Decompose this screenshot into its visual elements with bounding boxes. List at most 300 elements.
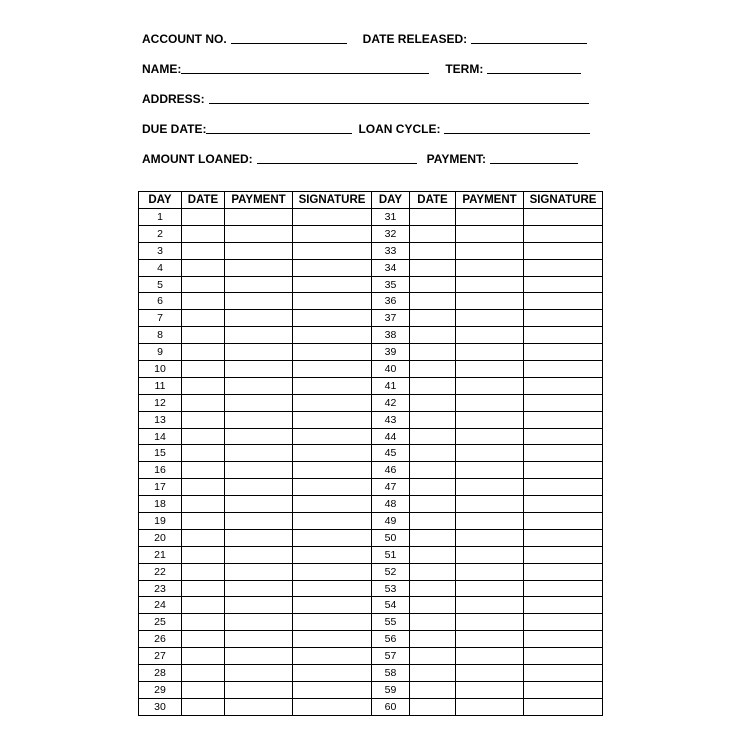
day-cell-right: 33 [372, 242, 410, 259]
day-cell-right: 52 [372, 563, 410, 580]
day-cell-right: 39 [372, 344, 410, 361]
date-cell-left[interactable] [182, 631, 225, 648]
date-cell-left[interactable] [182, 276, 225, 293]
day-cell-left: 4 [139, 259, 182, 276]
table-row [139, 698, 603, 715]
signature-cell-right[interactable] [524, 428, 603, 445]
signature-cell-left[interactable] [293, 344, 372, 361]
date-cell-right[interactable] [410, 225, 456, 242]
date-cell-left[interactable] [182, 462, 225, 479]
payment-cell-left[interactable] [225, 496, 293, 513]
signature-cell-right[interactable] [524, 479, 603, 496]
signature-cell-right[interactable] [524, 698, 603, 715]
table-row [139, 377, 603, 394]
table-row [139, 394, 603, 411]
day-cell-left: 7 [139, 310, 182, 327]
day-cell-right: 34 [372, 259, 410, 276]
day-cell-left: 26 [139, 631, 182, 648]
payment-cell-right[interactable] [456, 377, 524, 394]
name-label: NAME: [142, 62, 182, 76]
signature-cell-left[interactable] [293, 580, 372, 597]
date-released-field[interactable] [471, 31, 587, 44]
payment-cell-right[interactable] [456, 681, 524, 698]
payment-cell-left[interactable] [225, 614, 293, 631]
account-no-label: ACCOUNT NO. [142, 32, 227, 46]
date-cell-right[interactable] [410, 209, 456, 226]
account-row [142, 28, 588, 46]
table-row [139, 681, 603, 698]
day-cell-right: 57 [372, 648, 410, 665]
day-cell-right: 41 [372, 377, 410, 394]
day-cell-left: 2 [139, 225, 182, 242]
day-cell-right: 46 [372, 462, 410, 479]
payment-cell-left[interactable] [225, 445, 293, 462]
day-cell-left: 21 [139, 546, 182, 563]
due-date-label: DUE DATE: [142, 122, 207, 136]
day-cell-left: 20 [139, 529, 182, 546]
table-row [139, 496, 603, 513]
payment-cell-right[interactable] [456, 665, 524, 682]
day-cell-right: 55 [372, 614, 410, 631]
payment-cell-left[interactable] [225, 428, 293, 445]
header-payment-left: PAYMENT [225, 192, 293, 209]
signature-cell-left[interactable] [293, 225, 372, 242]
table-row [139, 580, 603, 597]
payment-cell-left[interactable] [225, 479, 293, 496]
payment-cell-right[interactable] [456, 428, 524, 445]
payment-cell-left[interactable] [225, 563, 293, 580]
date-cell-left[interactable] [182, 614, 225, 631]
day-cell-right: 49 [372, 513, 410, 530]
date-cell-right[interactable] [410, 327, 456, 344]
day-cell-left: 13 [139, 411, 182, 428]
date-cell-right[interactable] [410, 479, 456, 496]
signature-cell-right[interactable] [524, 344, 603, 361]
signature-cell-left[interactable] [293, 327, 372, 344]
signature-cell-right[interactable] [524, 681, 603, 698]
signature-cell-left[interactable] [293, 681, 372, 698]
header-signature-right: SIGNATURE [524, 192, 603, 209]
date-cell-right[interactable] [410, 411, 456, 428]
signature-cell-right[interactable] [524, 648, 603, 665]
payment-cell-left[interactable] [225, 242, 293, 259]
date-cell-right[interactable] [410, 428, 456, 445]
signature-cell-right[interactable] [524, 361, 603, 378]
signature-cell-left[interactable] [293, 428, 372, 445]
payment-cell-left[interactable] [225, 327, 293, 344]
signature-cell-left[interactable] [293, 310, 372, 327]
table-row [139, 293, 603, 310]
date-cell-left[interactable] [182, 259, 225, 276]
date-cell-right[interactable] [410, 259, 456, 276]
date-cell-right[interactable] [410, 513, 456, 530]
table-row [139, 462, 603, 479]
signature-cell-left[interactable] [293, 546, 372, 563]
payment-cell-left[interactable] [225, 513, 293, 530]
signature-cell-right[interactable] [524, 259, 603, 276]
payment-cell-left[interactable] [225, 462, 293, 479]
payment-cell-right[interactable] [456, 546, 524, 563]
table-row [139, 445, 603, 462]
date-cell-right[interactable] [410, 445, 456, 462]
signature-cell-right[interactable] [524, 563, 603, 580]
day-cell-right: 36 [372, 293, 410, 310]
signature-cell-left[interactable] [293, 276, 372, 293]
payment-cell-right[interactable] [456, 496, 524, 513]
day-cell-left: 24 [139, 597, 182, 614]
table-header-row [139, 192, 603, 209]
date-cell-right[interactable] [410, 462, 456, 479]
payment-cell-right[interactable] [456, 529, 524, 546]
table-row [139, 225, 603, 242]
signature-cell-right[interactable] [524, 462, 603, 479]
signature-cell-left[interactable] [293, 361, 372, 378]
signature-cell-right[interactable] [524, 394, 603, 411]
payment-cell-right[interactable] [456, 479, 524, 496]
date-cell-right[interactable] [410, 698, 456, 715]
payment-ledger-table [138, 191, 603, 716]
payment-cell-right[interactable] [456, 462, 524, 479]
signature-cell-left[interactable] [293, 462, 372, 479]
date-cell-left[interactable] [182, 209, 225, 226]
date-cell-left[interactable] [182, 580, 225, 597]
date-cell-left[interactable] [182, 411, 225, 428]
payment-cell-left[interactable] [225, 209, 293, 226]
date-cell-left[interactable] [182, 394, 225, 411]
day-cell-right: 56 [372, 631, 410, 648]
table-row [139, 614, 603, 631]
day-cell-left: 9 [139, 344, 182, 361]
payment-cell-right[interactable] [456, 648, 524, 665]
day-cell-right: 58 [372, 665, 410, 682]
table-row [139, 327, 603, 344]
day-cell-right: 32 [372, 225, 410, 242]
header-date-right: DATE [410, 192, 456, 209]
payment-cell-left[interactable] [225, 411, 293, 428]
date-cell-right[interactable] [410, 344, 456, 361]
payment-label: PAYMENT: [426, 152, 486, 166]
payment-cell-left[interactable] [225, 597, 293, 614]
payment-cell-left[interactable] [225, 665, 293, 682]
signature-cell-left[interactable] [293, 513, 372, 530]
payment-cell-left[interactable] [225, 344, 293, 361]
date-released-label: DATE RELEASED: [362, 32, 468, 46]
payment-cell-left[interactable] [225, 377, 293, 394]
signature-cell-right[interactable] [524, 377, 603, 394]
signature-cell-left[interactable] [293, 242, 372, 259]
term-label: TERM: [445, 62, 484, 76]
header-signature-left: SIGNATURE [293, 192, 372, 209]
payment-cell-right[interactable] [456, 445, 524, 462]
table-row [139, 310, 603, 327]
day-cell-left: 15 [139, 445, 182, 462]
date-cell-right[interactable] [410, 310, 456, 327]
day-cell-right: 51 [372, 546, 410, 563]
loan-cycle-field[interactable] [444, 121, 590, 134]
signature-cell-right[interactable] [524, 242, 603, 259]
date-cell-left[interactable] [182, 479, 225, 496]
day-cell-left: 10 [139, 361, 182, 378]
day-cell-right: 43 [372, 411, 410, 428]
loan-cycle-label: LOAN CYCLE: [358, 122, 441, 136]
table-row [139, 648, 603, 665]
day-cell-left: 17 [139, 479, 182, 496]
signature-cell-left[interactable] [293, 411, 372, 428]
day-cell-right: 35 [372, 276, 410, 293]
table-row [139, 479, 603, 496]
amount-loaned-label: AMOUNT LOANED: [142, 152, 253, 166]
signature-cell-right[interactable] [524, 580, 603, 597]
day-cell-left: 11 [139, 377, 182, 394]
date-cell-left[interactable] [182, 344, 225, 361]
date-cell-right[interactable] [410, 529, 456, 546]
signature-cell-right[interactable] [524, 445, 603, 462]
date-cell-right[interactable] [410, 648, 456, 665]
payment-cell-left[interactable] [225, 681, 293, 698]
day-cell-right: 38 [372, 327, 410, 344]
date-cell-right[interactable] [410, 580, 456, 597]
day-cell-left: 8 [139, 327, 182, 344]
date-cell-right[interactable] [410, 631, 456, 648]
name-row [142, 58, 588, 76]
day-cell-left: 14 [139, 428, 182, 445]
payment-cell-right[interactable] [456, 327, 524, 344]
date-cell-left[interactable] [182, 225, 225, 242]
date-cell-right[interactable] [410, 546, 456, 563]
date-cell-left[interactable] [182, 546, 225, 563]
address-label: ADDRESS: [142, 92, 205, 106]
date-cell-left[interactable] [182, 445, 225, 462]
signature-cell-left[interactable] [293, 597, 372, 614]
signature-cell-left[interactable] [293, 445, 372, 462]
day-cell-left: 6 [139, 293, 182, 310]
signature-cell-left[interactable] [293, 377, 372, 394]
date-cell-right[interactable] [410, 496, 456, 513]
signature-cell-right[interactable] [524, 327, 603, 344]
payment-cell-right[interactable] [456, 631, 524, 648]
day-cell-right: 44 [372, 428, 410, 445]
date-cell-right[interactable] [410, 681, 456, 698]
term-field[interactable] [487, 61, 581, 74]
date-cell-left[interactable] [182, 496, 225, 513]
signature-cell-right[interactable] [524, 597, 603, 614]
signature-cell-right[interactable] [524, 529, 603, 546]
amount-loaned-field[interactable] [257, 151, 417, 164]
payment-cell-left[interactable] [225, 529, 293, 546]
date-cell-left[interactable] [182, 327, 225, 344]
day-cell-right: 47 [372, 479, 410, 496]
signature-cell-right[interactable] [524, 276, 603, 293]
payment-cell-right[interactable] [456, 344, 524, 361]
header-day-left: DAY [139, 192, 182, 209]
day-cell-left: 25 [139, 614, 182, 631]
header-payment-right: PAYMENT [456, 192, 524, 209]
date-cell-left[interactable] [182, 293, 225, 310]
date-cell-left[interactable] [182, 310, 225, 327]
day-cell-right: 60 [372, 698, 410, 715]
signature-cell-left[interactable] [293, 529, 372, 546]
date-cell-left[interactable] [182, 698, 225, 715]
date-cell-right[interactable] [410, 563, 456, 580]
signature-cell-left[interactable] [293, 631, 372, 648]
payment-cell-right[interactable] [456, 276, 524, 293]
day-cell-right: 40 [372, 361, 410, 378]
table-row [139, 259, 603, 276]
date-cell-left[interactable] [182, 563, 225, 580]
table-row [139, 529, 603, 546]
signature-cell-right[interactable] [524, 310, 603, 327]
payment-cell-left[interactable] [225, 546, 293, 563]
day-cell-right: 53 [372, 580, 410, 597]
date-cell-right[interactable] [410, 377, 456, 394]
signature-cell-left[interactable] [293, 665, 372, 682]
date-cell-left[interactable] [182, 361, 225, 378]
day-cell-left: 16 [139, 462, 182, 479]
signature-cell-left[interactable] [293, 479, 372, 496]
signature-cell-right[interactable] [524, 209, 603, 226]
day-cell-left: 28 [139, 665, 182, 682]
account-no-field[interactable] [231, 31, 347, 44]
day-cell-right: 45 [372, 445, 410, 462]
signature-cell-left[interactable] [293, 563, 372, 580]
date-cell-right[interactable] [410, 597, 456, 614]
date-cell-left[interactable] [182, 513, 225, 530]
due-date-row [142, 118, 588, 136]
table-row [139, 428, 603, 445]
table-row [139, 563, 603, 580]
payment-cell-right[interactable] [456, 310, 524, 327]
day-cell-left: 12 [139, 394, 182, 411]
date-cell-right[interactable] [410, 394, 456, 411]
table-row [139, 344, 603, 361]
day-cell-right: 42 [372, 394, 410, 411]
payment-cell-left[interactable] [225, 361, 293, 378]
signature-cell-right[interactable] [524, 225, 603, 242]
address-row [142, 88, 588, 106]
payment-cell-left[interactable] [225, 394, 293, 411]
payment-cell-right[interactable] [456, 394, 524, 411]
date-cell-right[interactable] [410, 614, 456, 631]
signature-cell-right[interactable] [524, 411, 603, 428]
day-cell-right: 59 [372, 681, 410, 698]
payment-cell-right[interactable] [456, 209, 524, 226]
date-cell-right[interactable] [410, 242, 456, 259]
signature-cell-left[interactable] [293, 293, 372, 310]
payment-cell-right[interactable] [456, 259, 524, 276]
table-row [139, 546, 603, 563]
payment-cell-right[interactable] [456, 580, 524, 597]
day-cell-right: 54 [372, 597, 410, 614]
payment-cell-left[interactable] [225, 648, 293, 665]
signature-cell-right[interactable] [524, 546, 603, 563]
signature-cell-left[interactable] [293, 698, 372, 715]
name-field[interactable] [181, 61, 429, 74]
header-day-right: DAY [372, 192, 410, 209]
payment-cell-left[interactable] [225, 259, 293, 276]
date-cell-left[interactable] [182, 529, 225, 546]
date-cell-right[interactable] [410, 293, 456, 310]
payment-cell-left[interactable] [225, 310, 293, 327]
payment-cell-left[interactable] [225, 276, 293, 293]
signature-cell-left[interactable] [293, 394, 372, 411]
due-date-field[interactable] [206, 121, 352, 134]
payment-cell-right[interactable] [456, 513, 524, 530]
payment-cell-right[interactable] [456, 242, 524, 259]
date-cell-left[interactable] [182, 648, 225, 665]
day-cell-right: 50 [372, 529, 410, 546]
table-row [139, 665, 603, 682]
table-row [139, 361, 603, 378]
payment-cell-left[interactable] [225, 580, 293, 597]
signature-cell-right[interactable] [524, 293, 603, 310]
day-cell-right: 37 [372, 310, 410, 327]
signature-cell-left[interactable] [293, 648, 372, 665]
day-cell-left: 5 [139, 276, 182, 293]
amount-row [142, 148, 588, 166]
signature-cell-right[interactable] [524, 631, 603, 648]
day-cell-left: 30 [139, 698, 182, 715]
day-cell-left: 18 [139, 496, 182, 513]
payment-cell-right[interactable] [456, 411, 524, 428]
address-field[interactable] [209, 91, 589, 104]
payment-cell-right[interactable] [456, 293, 524, 310]
payment-cell-right[interactable] [456, 563, 524, 580]
signature-cell-right[interactable] [524, 513, 603, 530]
payment-cell-right[interactable] [456, 597, 524, 614]
date-cell-left[interactable] [182, 377, 225, 394]
date-cell-right[interactable] [410, 665, 456, 682]
day-cell-left: 27 [139, 648, 182, 665]
table-row [139, 631, 603, 648]
payment-cell-right[interactable] [456, 225, 524, 242]
payment-cell-left[interactable] [225, 225, 293, 242]
date-cell-left[interactable] [182, 597, 225, 614]
signature-cell-left[interactable] [293, 614, 372, 631]
signature-cell-right[interactable] [524, 496, 603, 513]
day-cell-left: 1 [139, 209, 182, 226]
table-row [139, 209, 603, 226]
date-cell-left[interactable] [182, 681, 225, 698]
day-cell-right: 31 [372, 209, 410, 226]
payment-cell-right[interactable] [456, 698, 524, 715]
day-cell-right: 48 [372, 496, 410, 513]
payment-cell-left[interactable] [225, 631, 293, 648]
table-row [139, 411, 603, 428]
signature-cell-right[interactable] [524, 614, 603, 631]
payment-cell-right[interactable] [456, 361, 524, 378]
payment-cell-right[interactable] [456, 614, 524, 631]
table-row [139, 513, 603, 530]
signature-cell-left[interactable] [293, 209, 372, 226]
signature-cell-right[interactable] [524, 665, 603, 682]
table-row [139, 597, 603, 614]
day-cell-left: 3 [139, 242, 182, 259]
signature-cell-left[interactable] [293, 259, 372, 276]
payment-cell-left[interactable] [225, 293, 293, 310]
date-cell-right[interactable] [410, 276, 456, 293]
date-cell-left[interactable] [182, 665, 225, 682]
day-cell-left: 19 [139, 513, 182, 530]
date-cell-left[interactable] [182, 242, 225, 259]
day-cell-left: 22 [139, 563, 182, 580]
table-row [139, 242, 603, 259]
date-cell-right[interactable] [410, 361, 456, 378]
date-cell-left[interactable] [182, 428, 225, 445]
payment-field[interactable] [490, 151, 578, 164]
payment-cell-left[interactable] [225, 698, 293, 715]
signature-cell-left[interactable] [293, 496, 372, 513]
day-cell-left: 29 [139, 681, 182, 698]
